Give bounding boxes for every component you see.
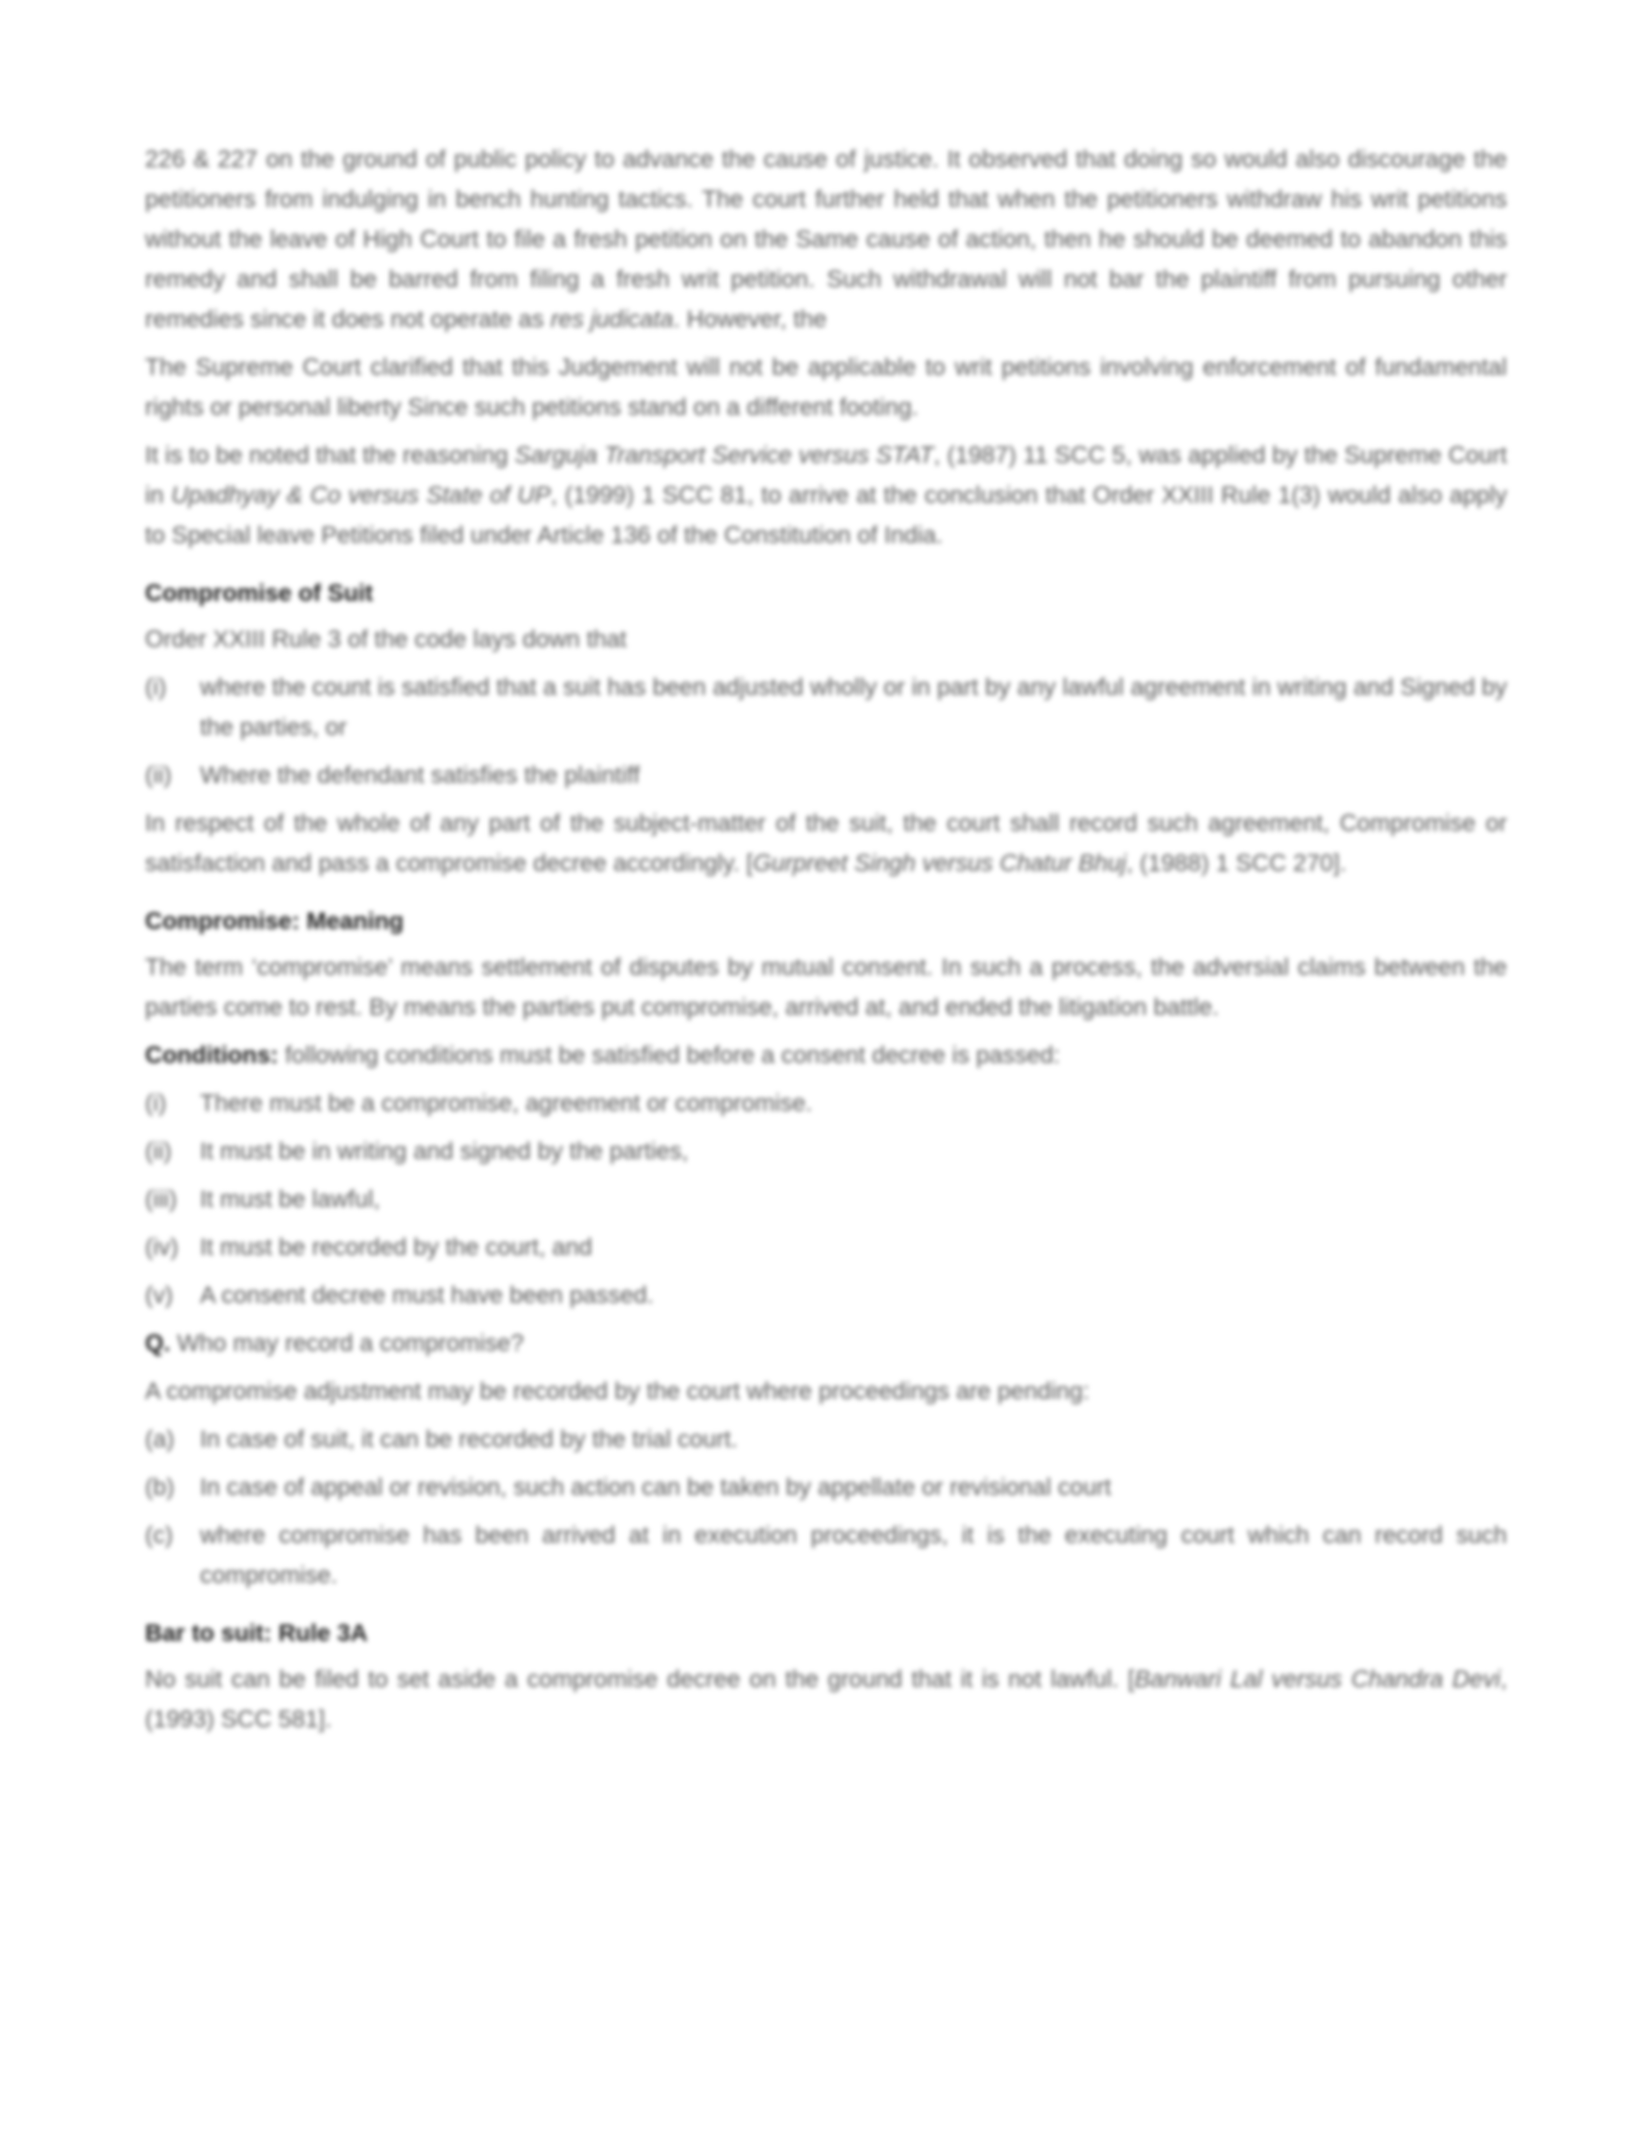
paragraph-meaning: The term ‘compromise’ means settlement of disputes by mutual consent. In such a process, the adversial claims between the parties come to rest. By means the parties put compromise, arrived at, and ended the litigation battle. <box>145 954 1507 1021</box>
paragraph-writ-withdrawal <box>145 140 1507 340</box>
list-marker: (iv) <box>145 1234 179 1261</box>
list-text: In case of suit, it can be recorded by the trial court. <box>200 1426 738 1453</box>
list-marker: (b) <box>145 1474 175 1501</box>
list-item <box>145 1276 1507 1316</box>
list-marker: (i) <box>145 1090 167 1117</box>
list-text: where the count is satisfied that a suit has been adjusted wholly or in part by any lawful agreement in writing and Signed by the parties, or <box>200 674 1507 741</box>
list-text: In case of appeal or revision, such action can be taken by appellate or revisional court <box>200 1474 1112 1501</box>
paragraph-text: , (1988) 1 SCC 270]. <box>1126 850 1347 877</box>
paragraph-text: , (1993) SCC 581]. <box>145 1666 1507 1733</box>
paragraph-text: In respect of the whole of any part of the subject-matter of the suit, the court shall record such agreement, Compromise or satisfaction and pass a compromise decree accordingly. [ <box>145 810 1507 877</box>
list-text: Where the defendant satisfies the plaintiff <box>200 762 640 789</box>
list-text: It must be in writing and signed by the parties, <box>200 1138 689 1165</box>
paragraph-supreme-court: The Supreme Court clarified that this Judgement will not be applicable to writ petitions involving enforcement of fundamental rights or personal liberty Since such petitions stand on a different footing. <box>145 354 1507 421</box>
list-item <box>145 1468 1507 1508</box>
paragraph-text: , (1999) 1 SCC 81, to arrive at the conclusion that Order XXIII Rule 1(3) would also apply to Special leave Petitions filed under Article 136 of the Constitution of India. <box>145 482 1507 549</box>
list-text: There must be a compromise, agreement or compromise. <box>200 1090 813 1117</box>
paragraph-answer: A compromise adjustment may be recorded by the court where proceedings are pending: <box>145 1378 1090 1405</box>
list-marker: (iii) <box>145 1186 177 1213</box>
list-text: A consent decree must have been passed. <box>200 1282 654 1309</box>
list-marker: (ii) <box>145 1138 172 1165</box>
list-item <box>145 1084 1507 1124</box>
list-item <box>145 1132 1507 1172</box>
list-item <box>145 668 1507 748</box>
paragraph-bar-to-suit <box>145 1660 1507 1740</box>
paragraph-text: No suit can be filed to set aside a compromise decree on the ground that it is not lawful. [ <box>145 1666 1135 1693</box>
paragraph-text: following conditions must be satisfied before a consent decree is passed: <box>278 1042 1061 1069</box>
list-item <box>145 1516 1507 1596</box>
list-text: where compromise has been arrived at in execution proceedings, it is the executing court which can record such compromise. <box>200 1522 1507 1589</box>
list-item <box>145 1228 1507 1268</box>
paragraph-order-intro: Order XXIII Rule 3 of the code lays down that <box>145 626 627 653</box>
paragraph-text: 226 & 227 on the ground of public policy to advance the cause of justice. It observed that doing so would also discourage the petitioners from indulging in bench hunting tactics. The court further held that when the petitioners withdraw his writ petitions without the leave of High Court to file a fresh petition on the Same cause of action, then he should be deemed to abandon this remedy and shall be barred from filing a fresh writ petition. Such withdrawal will not bar the plaintiff from pursuing other remedies since it does not operate as <box>145 146 1507 333</box>
list-marker: (ii) <box>145 762 172 789</box>
paragraph-text: , (1987) 11 SCC 5, was applied by the Supreme Court in <box>145 442 1507 509</box>
heading-bar-to-suit: Bar to suit: Rule 3A <box>145 1620 368 1647</box>
list-marker: (v) <box>145 1282 173 1309</box>
case-citation: Banwari Lal versus Chandra Devi <box>1134 1666 1501 1693</box>
list-marker: (i) <box>145 674 167 701</box>
heading-compromise-of-suit: Compromise of Suit <box>145 580 374 607</box>
paragraph-text: It is to be noted that the reasoning <box>145 442 515 469</box>
paragraph-question <box>145 1324 1507 1364</box>
list-item <box>145 756 1507 796</box>
paragraph-conditions <box>145 1036 1507 1076</box>
list-item <box>145 1180 1507 1220</box>
conditions-label: Conditions: <box>145 1042 279 1069</box>
question-label: Q. <box>145 1330 171 1357</box>
document-page <box>145 140 1507 1748</box>
paragraph-text: . However, the <box>673 306 827 333</box>
list-marker: (a) <box>145 1426 175 1453</box>
case-citation: Upadhyay & Co versus State of UP <box>171 482 551 509</box>
list-item <box>145 1420 1507 1460</box>
case-citation: Sarguja Transport Service versus STAT <box>514 442 934 469</box>
heading-compromise-meaning: Compromise: Meaning <box>145 908 404 935</box>
paragraph-record-agreement <box>145 804 1507 884</box>
paragraph-text: Who may record a compromise? <box>170 1330 524 1357</box>
list-text: It must be lawful, <box>200 1186 381 1213</box>
list-text: It must be recorded by the court, and <box>200 1234 593 1261</box>
list-marker: (c) <box>145 1522 173 1549</box>
paragraph-reasoning <box>145 436 1507 556</box>
case-citation: Gurpreet Singh versus Chatur Bhuj <box>752 850 1127 877</box>
italic-term: res judicata <box>550 306 674 333</box>
